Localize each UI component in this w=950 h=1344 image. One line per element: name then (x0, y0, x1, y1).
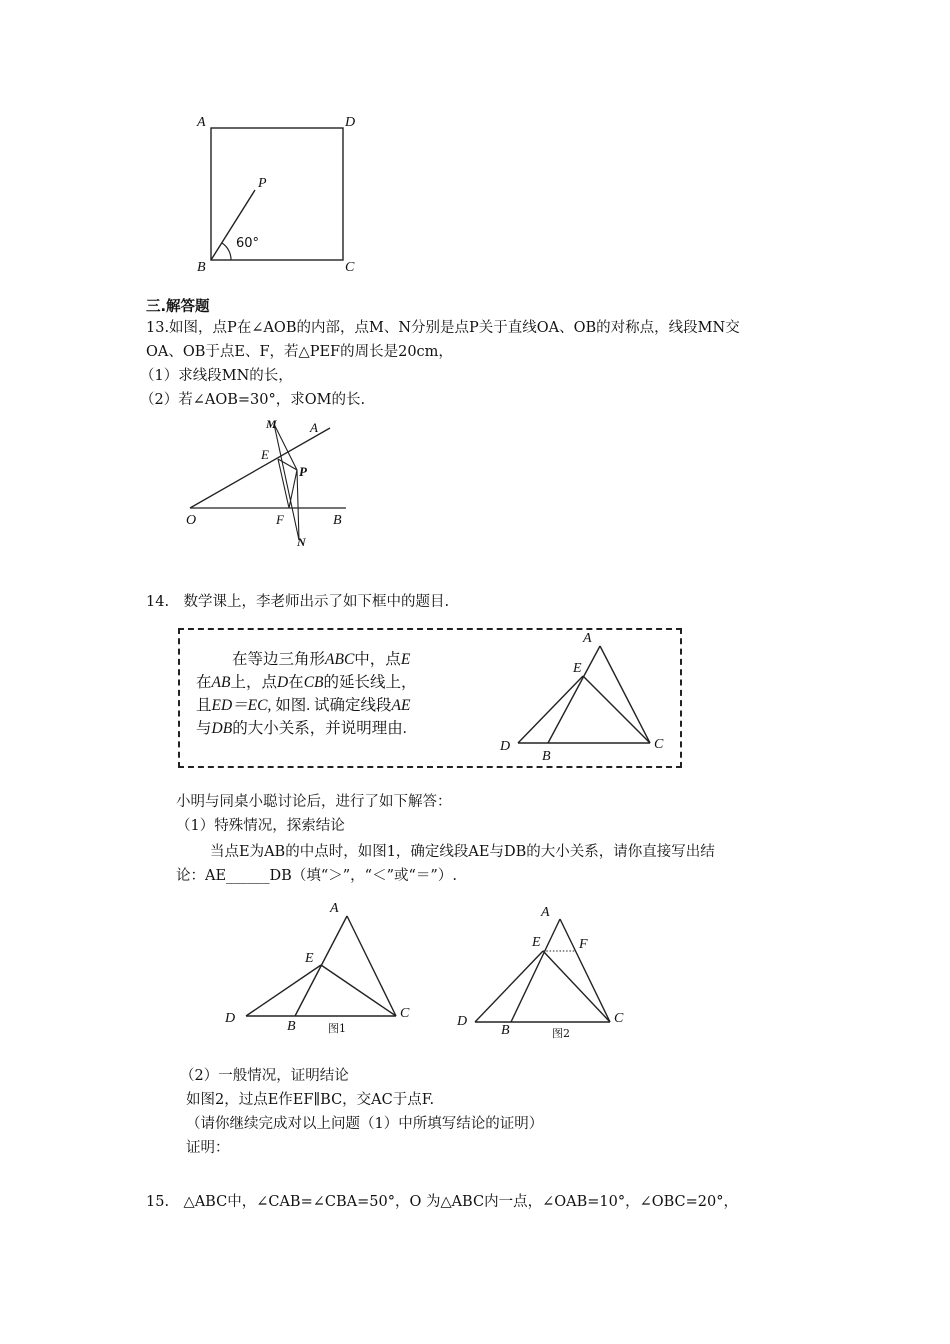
q14-part-2-title: （2）一般情况，证明结论 (180, 1068, 349, 1084)
angle-arc (222, 243, 231, 260)
label-a: A (310, 420, 318, 435)
q14-part-1-title: （1）特殊情况，探索结论 (176, 818, 345, 834)
square-abcd-figure (180, 105, 380, 275)
box-text: , 如图. 试确定线段 (267, 697, 392, 714)
box-term: DB (211, 720, 233, 737)
box-line-4 (196, 718, 407, 740)
box-text: 上，点 (230, 674, 277, 691)
box-line-2 (196, 672, 417, 694)
label-a: A (197, 115, 206, 130)
angle-label: 60° (236, 236, 260, 251)
figure-caption: 图2 (552, 1027, 570, 1040)
box-term: AB (211, 674, 231, 691)
label-p: P (299, 464, 307, 479)
label-n: N (297, 535, 306, 549)
box-term: CB (303, 674, 324, 691)
label-f: F (579, 937, 588, 952)
line-ec (321, 965, 396, 1016)
ray-oa (190, 428, 330, 508)
q13-part-2: （2）若∠AOB=30°，求OM的长. (140, 392, 366, 408)
label-p: P (258, 176, 267, 191)
figure-1 (216, 896, 426, 1036)
label-b: B (333, 513, 342, 528)
label-b: B (287, 1019, 296, 1034)
box-text: 在 (288, 674, 304, 691)
label-e: E (305, 951, 314, 966)
box-line-1 (232, 649, 410, 671)
box-line-3 (196, 695, 410, 717)
label-d: D (500, 739, 511, 754)
label-b: B (542, 749, 551, 764)
box-term: ED＝EC (211, 697, 268, 714)
label-c: C (400, 1006, 410, 1021)
box-text: 的延长线上， (323, 674, 417, 691)
label-m: M (266, 417, 277, 431)
label-e: E (532, 935, 541, 950)
q13-figure (180, 412, 370, 552)
label-d: D (225, 1011, 236, 1026)
q14-part-2-line-3: 证明： (186, 1140, 230, 1156)
segment-pn (297, 470, 299, 540)
box-term: ABC (325, 651, 355, 668)
box-term: D (276, 674, 289, 691)
q14-part-2-line-1: 如图2，过点E作EF∥BC，交AC于点F. (186, 1092, 435, 1108)
label-b: B (197, 260, 206, 275)
label-b: B (501, 1023, 510, 1038)
line-ac (560, 919, 610, 1022)
q14-part-1-line-2: 论：AE______DB（填“＞”，“＜”或“＝”）. (176, 868, 457, 884)
q13-part-1: （1）求线段MN的长， (140, 368, 293, 384)
q13-line-2: OA、OB于点E、F，若△PEF的周长是20cm， (146, 344, 453, 360)
q13-line-1: 13.如图，点P在∠AOB的内部，点M、N分别是点P关于直线OA、OB的对称点，线段MN交 (146, 320, 740, 336)
line-ec (583, 676, 650, 743)
figure-2 (450, 898, 640, 1043)
box-text: 的大小关系，并说明理由. (232, 720, 407, 737)
line-ed (518, 676, 583, 743)
q14-part-2-line-2: （请你继续完成对以上问题（1）中所填写结论的证明） (186, 1116, 544, 1132)
box-term: E (400, 651, 411, 668)
section-title: 三.解答题 (146, 299, 210, 315)
label-e: E (261, 447, 269, 462)
label-e: E (573, 661, 582, 676)
q14-part-1-line-1: 当点E为AB的中点时，如图1，确定线段AE与DB的大小关系，请你直接写出结 (210, 844, 715, 860)
label-o: O (186, 513, 197, 528)
box-text: 在 (196, 674, 212, 691)
box-text: 与 (196, 720, 212, 737)
line-ac (600, 646, 650, 743)
box-text: 中，点 (354, 651, 401, 668)
line-ac (347, 916, 396, 1016)
label-a: A (330, 901, 339, 916)
square-outline (211, 128, 343, 260)
label-d: D (345, 115, 356, 130)
box-text: 且 (196, 697, 212, 714)
q14-intro: 14. 数学课上，李老师出示了如下框中的题目. (146, 594, 450, 610)
label-c: C (345, 260, 355, 275)
q14-discuss: 小明与同桌小聪讨论后，进行了如下解答： (176, 794, 452, 810)
box-term: AE (391, 697, 411, 714)
label-f: F (276, 512, 284, 527)
line-ed (246, 965, 321, 1016)
figure-caption: 图1 (328, 1022, 346, 1035)
line-ec (543, 951, 610, 1022)
box-text: 在等边三角形 (232, 651, 326, 668)
label-c: C (654, 737, 664, 752)
label-d: D (457, 1014, 468, 1029)
label-a: A (583, 631, 592, 646)
label-a: A (541, 905, 550, 920)
line-ed (475, 951, 543, 1022)
label-c: C (614, 1011, 624, 1026)
line-ab (295, 916, 347, 1016)
q15-line-1: 15. △ABC中，∠CAB=∠CBA=50°，O 为△ABC内一点，∠OAB=10°，∠OBC=20°， (146, 1194, 738, 1210)
segment-fp (289, 470, 297, 508)
box-triangle-figure (490, 628, 680, 768)
